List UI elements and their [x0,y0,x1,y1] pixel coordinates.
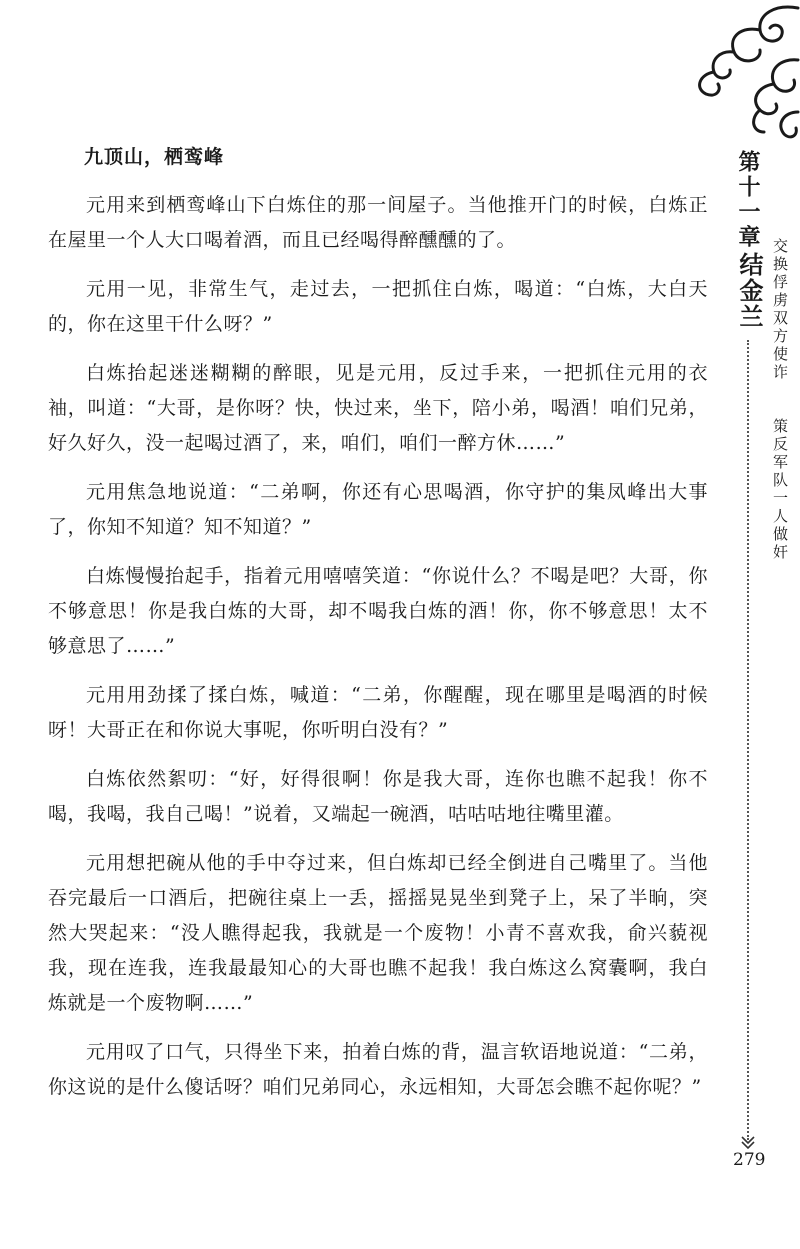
paragraph: 元用用劲揉了揉白炼，喊道：“二弟，你醒醒，现在哪里是喝酒的时候呀！大哥正在和你说大事呢，你听明白没有？” [48,684,708,741]
paragraph: 元用叹了口气，只得坐下来，拍着白炼的背，温言软语地说道：“二弟，你这说的是什么傻话呀？咱们兄弟同心，永远相知，大哥怎会瞧不起你呢？” [48,1041,708,1098]
paragraph: 白炼慢慢抬起手，指着元用嘻嘻笑道：“你说什么？不喝是吧？大哥，你不够意思！你是我白炼的大哥，却不喝我白炼的酒！你，你不够意思！太不够意思了……” [48,565,708,657]
body-text [48,142,708,1119]
cloud-ornament-icon [680,0,800,150]
chapter-title: 结金兰 [735,252,763,330]
chapter-label: 第十一章 [735,150,760,250]
paragraph: 元用来到栖鸾峰山下白炼住的那一间屋子。当他推开门的时候，白炼正在屋里一个人大口喝着酒，而且已经喝得醉醺醺的了。 [48,194,708,251]
paragraph: 元用焦急地说道：“二弟啊，你还有心思喝酒，你守护的集凤峰出大事了，你知不知道？知不知道？” [48,481,708,538]
paragraph: 元用想把碗从他的手中夺过来，但白炼却已经全倒进自己嘴里了。当他吞完最后一口酒后，把碗往桌上一丢，摇摇晃晃坐到凳子上，呆了半晌，突然大哭起来：“没人瞧得起我，我就是一个废物！小青不喜欢我，俞兴藐视我，现在连我，连我最最知心的大哥也瞧不起我！我白炼这么窝囊啊，我白炼就是一个废物啊……” [48,852,708,1014]
dotted-rule [747,340,749,1140]
paragraph: 白炼抬起迷迷糊糊的醉眼，见是元用，反过手来，一把抓住元用的衣袖，叫道：“大哥，是你呀？快，快过来，坐下，陪小弟，喝酒！咱们兄弟，好久好久，没一起喝过酒了，来，咱们，咱们一醉方休……” [48,362,708,454]
page-number: 279 [733,1150,766,1170]
chevron-down-icon [738,1136,758,1150]
paragraph: 元用一见，非常生气，走过去，一把抓住白炼，喝道：“白炼，大白天的，你在这里干什么呀？” [48,278,708,335]
paragraph: 白炼依然絮叨：“好，好得很啊！你是我大哥，连你也瞧不起我！你不喝，我喝，我自己喝！”说着，又端起一碗酒，咕咕咕地往嘴里灌。 [48,768,708,825]
section-heading: 九顶山，栖鸾峰 [84,146,225,168]
chapter-subtitle: 交换俘虏双方使诈 [771,238,789,382]
chapter-subtitle: 策反军队一人做奸 [771,418,789,562]
